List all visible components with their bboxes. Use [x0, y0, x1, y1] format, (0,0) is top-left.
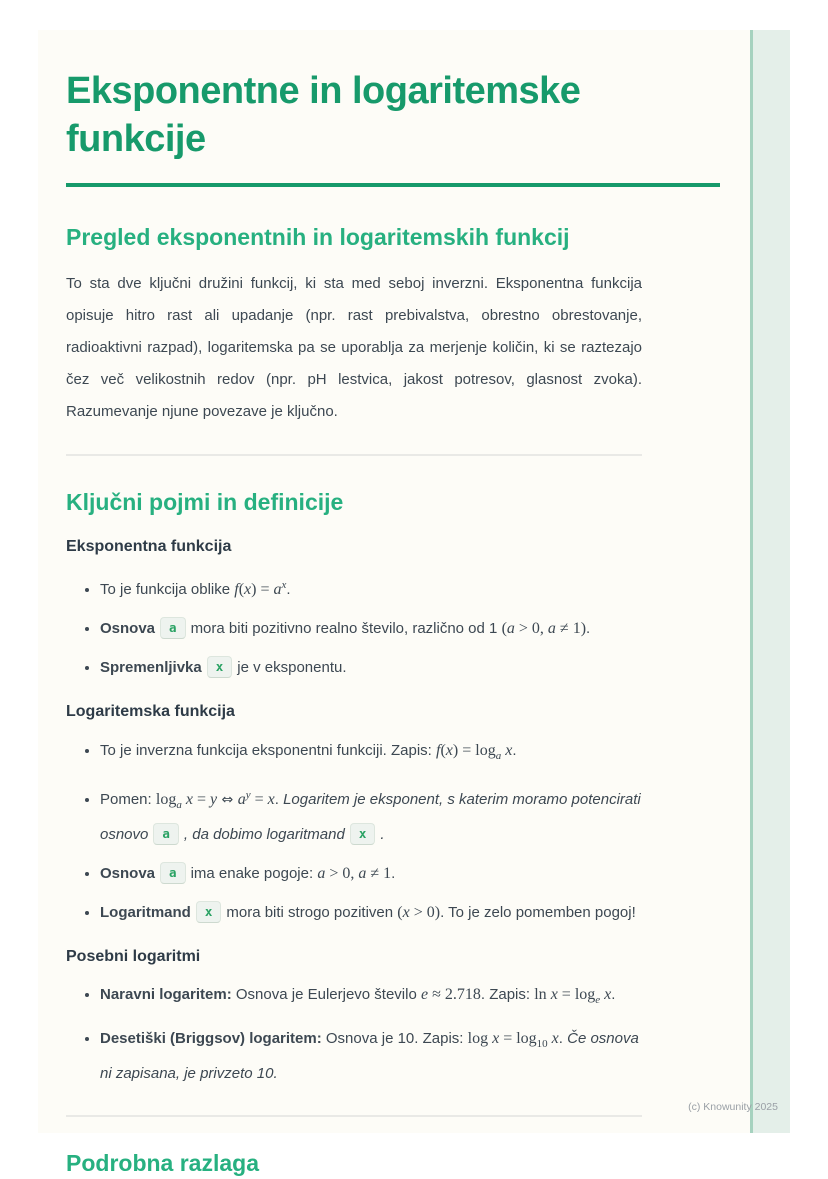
text-segment: To je funkcija oblike: [100, 581, 235, 599]
section-heading-overview: Pregled eksponentnih in logaritemskih funkcij: [66, 224, 570, 250]
text-segment: .: [558, 1029, 568, 1047]
section-divider: [66, 454, 642, 456]
text-segment: ≠ 1: [366, 864, 392, 882]
text-segment: > 0): [409, 903, 441, 921]
text-segment: = log: [557, 985, 596, 1003]
text-segment: ) =: [251, 581, 274, 599]
page-edge-stripe: [750, 30, 790, 1133]
text-segment: Logaritmand: [100, 903, 191, 921]
text-segment: ln: [534, 985, 551, 1003]
text-segment: .: [512, 741, 517, 759]
subsection-heading: Eksponentna funkcija: [66, 537, 232, 555]
text-segment: f: [436, 741, 441, 759]
text-segment: .: [274, 790, 284, 808]
text-segment: Če osnova ni zapisana, je privzeto 10.: [100, 1029, 639, 1082]
text-segment: x: [550, 985, 558, 1003]
text-segment: . To je zelo pomemben pogoj!: [440, 903, 636, 921]
text-segment: x: [600, 985, 612, 1003]
text-segment: (: [397, 903, 403, 921]
page-content: [38, 30, 790, 1179]
text-segment: je v eksponentu.: [237, 659, 347, 677]
text-segment: (: [501, 620, 507, 638]
text-segment: a: [358, 864, 367, 882]
text-segment: ≠ 1): [555, 620, 587, 638]
text-segment: a: [547, 620, 556, 638]
text-segment: log: [155, 790, 177, 808]
document-page: [38, 30, 790, 1176]
key-terms-subsections: [66, 536, 642, 1089]
section-divider: [66, 1115, 642, 1117]
text-segment: ≈ 2.718: [428, 985, 481, 1003]
text-segment: a: [506, 620, 515, 638]
text-segment: (: [440, 741, 446, 759]
bullet-item: [100, 570, 642, 605]
text-segment: =: [192, 790, 210, 808]
text-segment: (: [238, 581, 245, 599]
text-segment: e: [595, 993, 601, 1006]
bullet-list: [66, 736, 642, 928]
section-heading-detail: Podrobna razlaga: [66, 1149, 259, 1176]
bullet-item: [100, 980, 642, 1015]
text-segment: .: [286, 581, 291, 599]
inline-code-badge: a: [160, 617, 186, 639]
text-segment: ima enake pogoje:: [190, 864, 318, 882]
bullet-item: [100, 614, 642, 644]
bullet-item: [100, 653, 642, 683]
text-segment: Naravni logaritem:: [100, 985, 232, 1003]
text-segment: Pomen:: [100, 790, 156, 808]
text-segment: x: [181, 790, 193, 808]
bullet-item: [100, 780, 642, 850]
bullet-item: [100, 859, 642, 889]
text-segment: x: [244, 581, 252, 599]
section-heading-key-terms: Ključni pojmi in definicije: [66, 488, 344, 515]
text-segment: a: [317, 864, 326, 882]
text-segment: x: [281, 579, 287, 592]
bullet-item: [100, 1024, 642, 1089]
text-segment: Osnova je Eulerjevo število: [231, 985, 421, 1003]
text-segment: x: [267, 790, 275, 808]
text-segment: x: [445, 741, 453, 759]
text-segment: x: [492, 1029, 500, 1047]
text-segment: Osnova: [100, 864, 156, 882]
subsection-heading: Posebni logaritmi: [66, 947, 201, 965]
text-segment: .: [586, 620, 591, 638]
text-segment: x: [547, 1029, 559, 1047]
text-segment: Desetiški (Briggsov) logaritem:: [100, 1029, 322, 1047]
text-segment: = log: [499, 1029, 537, 1047]
bullet-list: [66, 570, 642, 683]
subsection-heading: Logaritemska funkcija: [66, 703, 235, 721]
text-segment: Osnova: [100, 620, 156, 638]
text-segment: e: [420, 985, 429, 1003]
text-segment: Spremenljivka: [100, 659, 202, 677]
text-segment: mora biti pozitivno realno število, različno od 1: [190, 620, 502, 638]
text-segment: .: [611, 985, 616, 1003]
bullet-list: [66, 980, 642, 1089]
bullet-item: [100, 736, 642, 771]
text-segment: mora biti strogo pozitiven: [226, 903, 398, 921]
bullet-item: [100, 898, 642, 928]
inline-code-badge: x: [196, 901, 222, 923]
text-segment: ⇔: [217, 791, 238, 808]
inline-code-badge: x: [350, 823, 376, 845]
text-segment: =: [250, 790, 268, 808]
text-segment: .: [391, 864, 396, 882]
text-segment: f: [234, 581, 239, 599]
text-segment: To je inverzna funkcija eksponentni funkciji. Zapis:: [100, 741, 437, 759]
text-segment: .: [380, 825, 385, 843]
text-segment: x: [402, 903, 410, 921]
text-segment: a: [237, 790, 246, 808]
title-underline-rule: [66, 183, 720, 187]
text-segment: a: [273, 581, 282, 599]
text-segment: 10: [536, 1037, 548, 1050]
text-segment: log: [467, 1029, 493, 1047]
inline-code-badge: a: [160, 862, 186, 884]
text-segment: > 0,: [325, 864, 359, 882]
text-segment: y: [245, 788, 251, 801]
text-segment: x: [501, 741, 513, 759]
overview-paragraph: To sta dve ključni družini funkcij, ki sta med seboj inverzni. Eksponentna funkcija opisuje hitro rast ali upadanje (npr. rast prebivalstva, obrestno obrestovanje, radioaktivni razpad), logaritemska pa se uporablja za merjenje količin, ki se raztezajo čez več velikostnih redov (npr. pH lestvica, jakost potresov, glasnost zvoka). Razumevanje njune povezave je ključno.: [66, 274, 642, 420]
copyright-footer: (c) Knowunity 2025: [688, 1101, 778, 1113]
text-segment: a: [176, 798, 182, 811]
inline-code-badge: x: [207, 656, 233, 678]
text-segment: a: [495, 749, 502, 762]
text-segment: > 0,: [514, 620, 548, 638]
text-segment: y: [209, 790, 218, 808]
page-title: Eksponentne in logaritemske funkcije: [66, 70, 581, 160]
text-segment: Logaritem je eksponent, s katerim moramo potencirati osnovo: [100, 790, 641, 843]
text-segment: Osnova je 10. Zapis:: [321, 1029, 468, 1047]
text-segment: ) = log: [452, 741, 496, 759]
text-segment: . Zapis:: [480, 985, 535, 1003]
text-segment: , da dobimo logaritmand: [183, 825, 345, 843]
inline-code-badge: a: [153, 823, 179, 845]
